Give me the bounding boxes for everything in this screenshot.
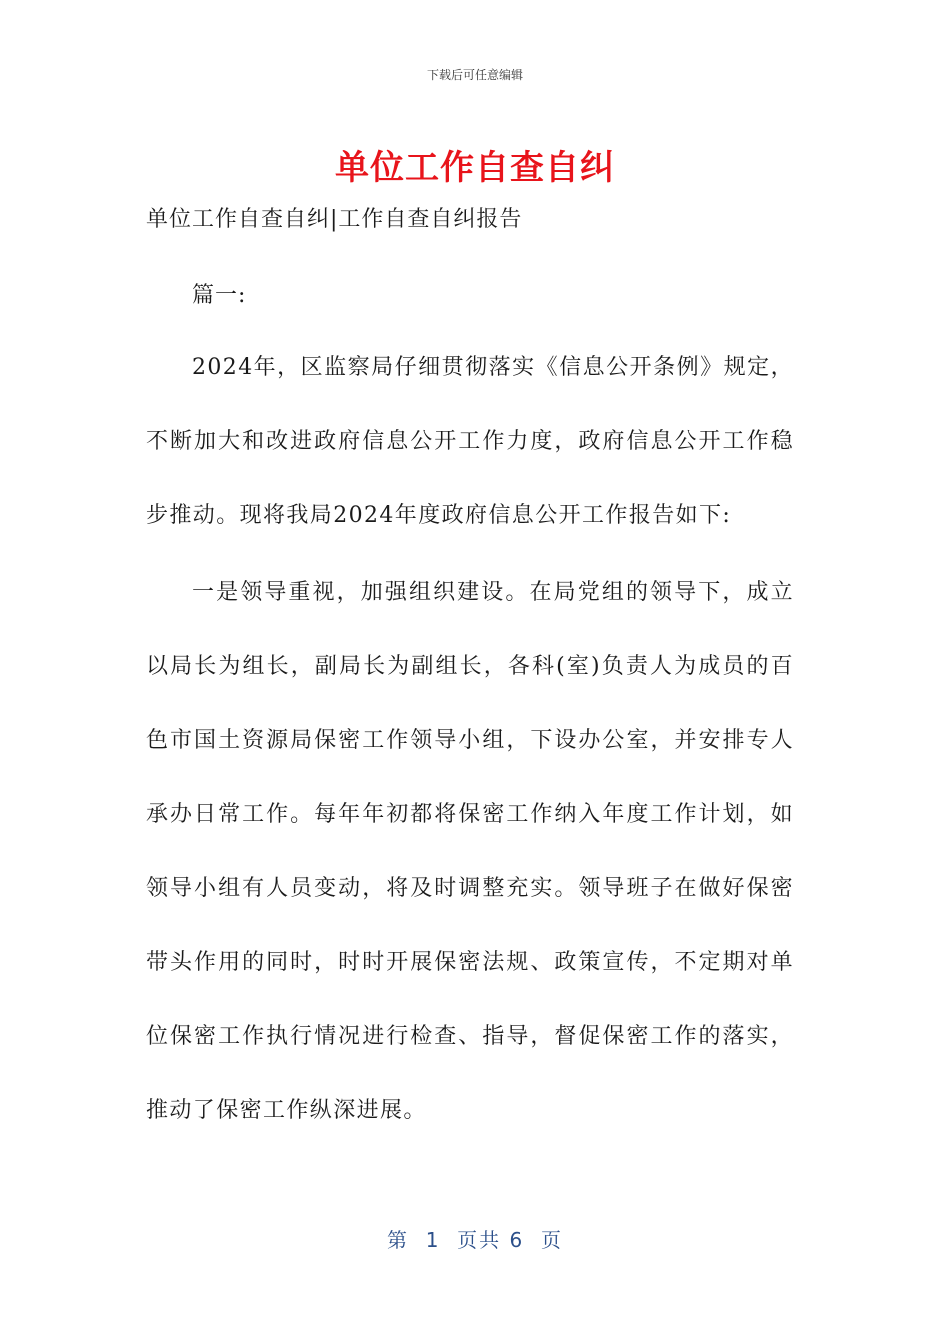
section-label: 篇一: <box>192 283 247 308</box>
page-indicator: 第 1 页共 6 页 <box>387 1228 563 1252</box>
body-paragraph: 2024年，区监察局仔细贯彻落实《信息公开条例》规定，不断加大和改进政府信息公开工作力度，政府信息公开工作稳步推动。现将我局2024年度政府信息公开工作报告如下: <box>146 355 794 528</box>
body-paragraph: 一是领导重视，加强组织建设。在局党组的领导下，成立以局长为组长，副局长为副组长，各科(室)负责人为成员的百色市国土资源局保密工作领导小组，下设办公室，并安排专人承办日常工作。每年年初都将保密工作纳入年度工作计划，如领导小组有人员变动，将及时调整充实。领导班子在做好保密带头作用的同时，时时开展保密法规、政策宣传，不定期对单位保密工作执行情况进行检查、指导，督促保密工作的落实，推动了保密工作纵深进展。 <box>146 580 794 1123</box>
document-title: 单位工作自查自纠 <box>335 148 615 188</box>
document-subtitle: 单位工作自查自纠|工作自查自纠报告 <box>146 207 523 232</box>
header-note: 下载后可任意编辑 <box>426 68 523 82</box>
